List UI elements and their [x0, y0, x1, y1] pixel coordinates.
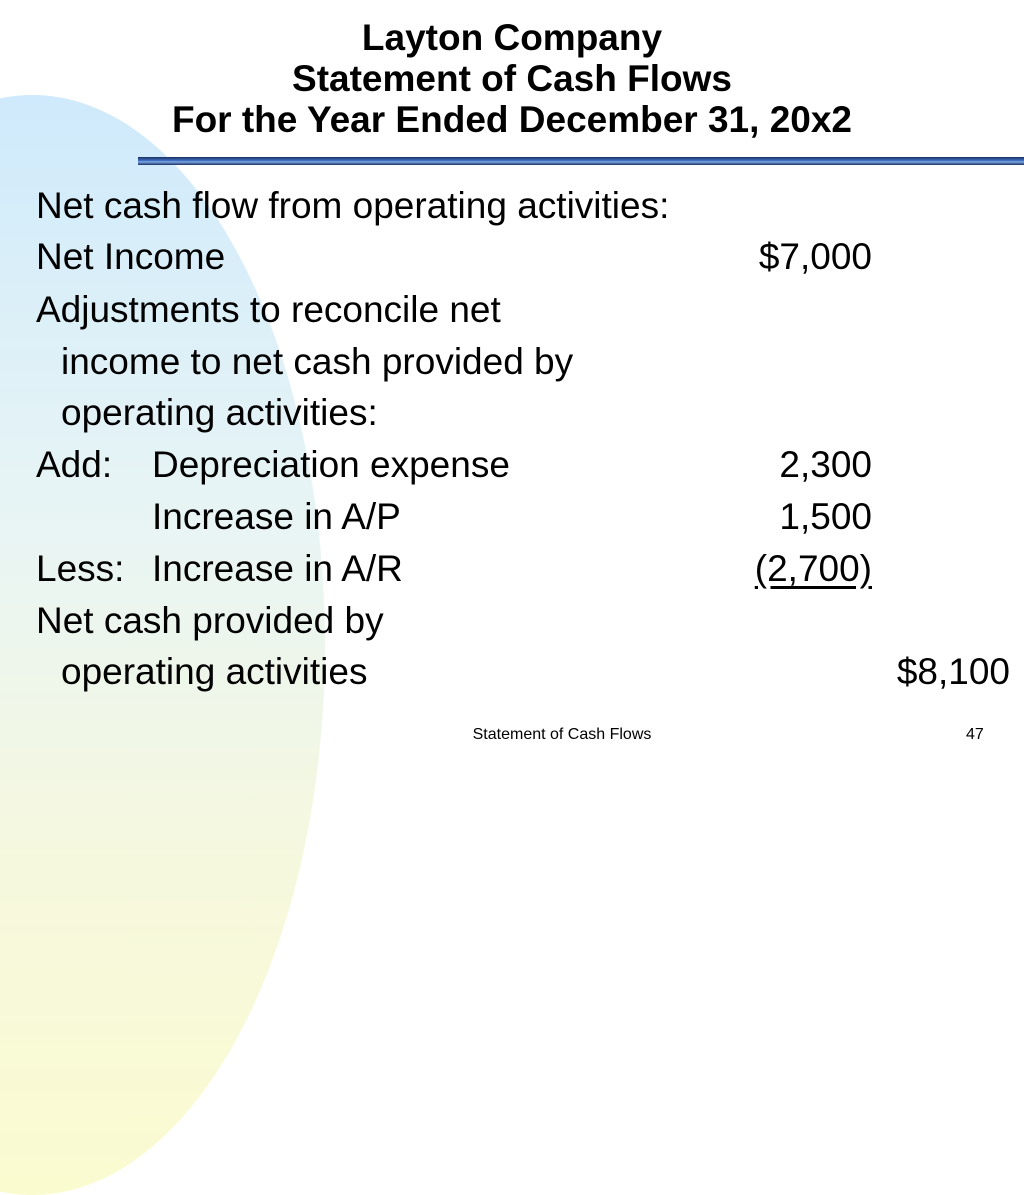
- net-income-amount: $7,000: [758, 236, 872, 277]
- footer-title: Statement of Cash Flows: [472, 726, 652, 743]
- accounts-receivable-amount: (2,700): [754, 548, 872, 589]
- statement-period: For the Year Ended December 31, 20x2: [171, 99, 853, 140]
- page-number: 47: [966, 726, 984, 743]
- company-name: Layton Company: [361, 17, 663, 58]
- depreciation-amount: 2,300: [779, 444, 872, 485]
- title-divider: [138, 157, 1024, 165]
- less-label: Less:: [36, 548, 125, 589]
- adjustments-line-1: Adjustments to reconcile net: [36, 289, 501, 330]
- section-heading: Net cash flow from operating activities:: [36, 185, 670, 226]
- accounts-payable-amount: 1,500: [779, 496, 872, 537]
- adjustments-line-2: income to net cash provided by: [61, 341, 574, 382]
- accounts-receivable-label: Increase in A/R: [152, 548, 403, 589]
- net-cash-amount: $8,100: [896, 651, 1010, 692]
- add-label: Add:: [36, 444, 113, 485]
- net-income-label: Net Income: [36, 236, 226, 277]
- net-cash-line-1: Net cash provided by: [36, 600, 384, 641]
- statement-name: Statement of Cash Flows: [292, 58, 732, 99]
- accounts-payable-row: [0, 491, 900, 543]
- accounts-payable-label: Increase in A/P: [152, 496, 401, 537]
- depreciation-row: [0, 439, 900, 491]
- slide-title: [0, 17, 1024, 140]
- adjustments-line-3: operating activities:: [61, 392, 378, 433]
- depreciation-label: Depreciation expense: [152, 444, 510, 485]
- net-cash-line-2: operating activities: [61, 651, 368, 692]
